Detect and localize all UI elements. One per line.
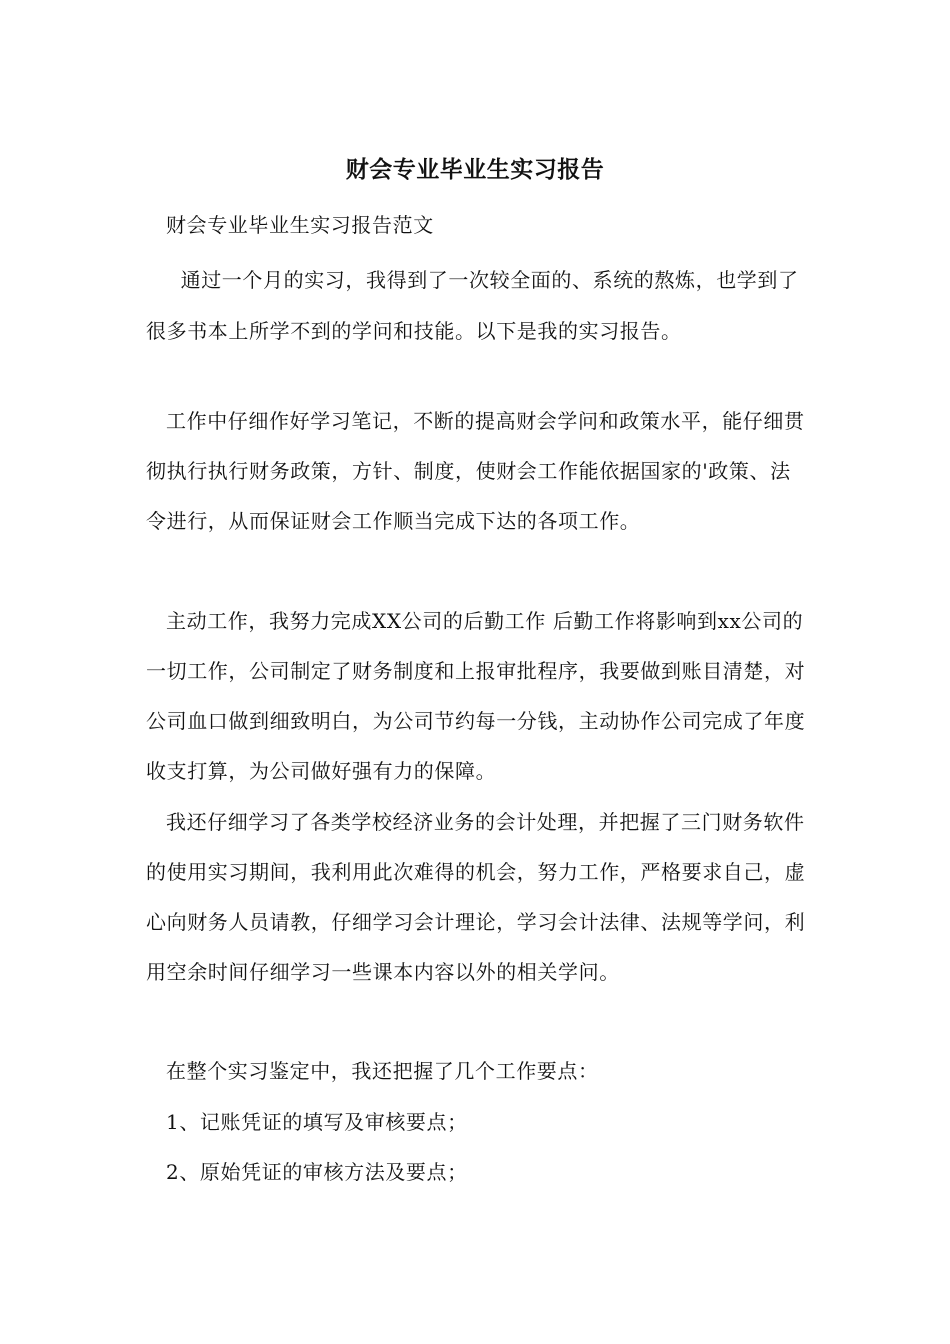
list-item-point-2: 2、原始凭证的审核方法及要点； — [166, 1160, 468, 1184]
paragraph-accounting-study: 我还仔细学习了各类学校经济业务的会计处理，并把握了三门财务软件的使用实习期间，我利用此次难得的机会，努力工作，严格要求自己，虚心向财务人员请教，仔细学习会计理论，学习会计法律、法规等学问，利用空余时间仔细学习一些课本内容以外的相关学问。 — [146, 810, 806, 984]
paragraph-key-points-intro: 在整个实习鉴定中，我还把握了几个工作要点： — [166, 1059, 599, 1083]
list-item-point-1: 1、记账凭证的填写及审核要点； — [166, 1110, 468, 1134]
document-title: 财会专业毕业生实习报告 — [345, 156, 605, 183]
paragraph-study-notes: 工作中仔细作好学习笔记，不断的提高财会学问和政策水平，能仔细贯彻执行执行财务政策，方针、制度，使财会工作能依据国家的'政策、法令进行，从而保证财会工作顺当完成下达的各项工作。 — [146, 409, 805, 533]
paragraph-logistics-work: 主动工作，我努力完成XX公司的后勤工作 后勤工作将影响到xx公司的一切工作，公司制定了财务制度和上报审批程序，我要做到账目清楚，对公司血口做到细致明白，为公司节约每一分钱，主动协作公司完成了年度收支打算，为公司做好强有力的保障。 — [146, 609, 806, 783]
paragraph-intro: 通过一个月的实习，我得到了一次较全面的、系统的熬炼，也学到了很多书本上所学不到的学问和技能。以下是我的实习报告。 — [146, 268, 799, 343]
document-subtitle: 财会专业毕业生实习报告范文 — [166, 213, 434, 237]
